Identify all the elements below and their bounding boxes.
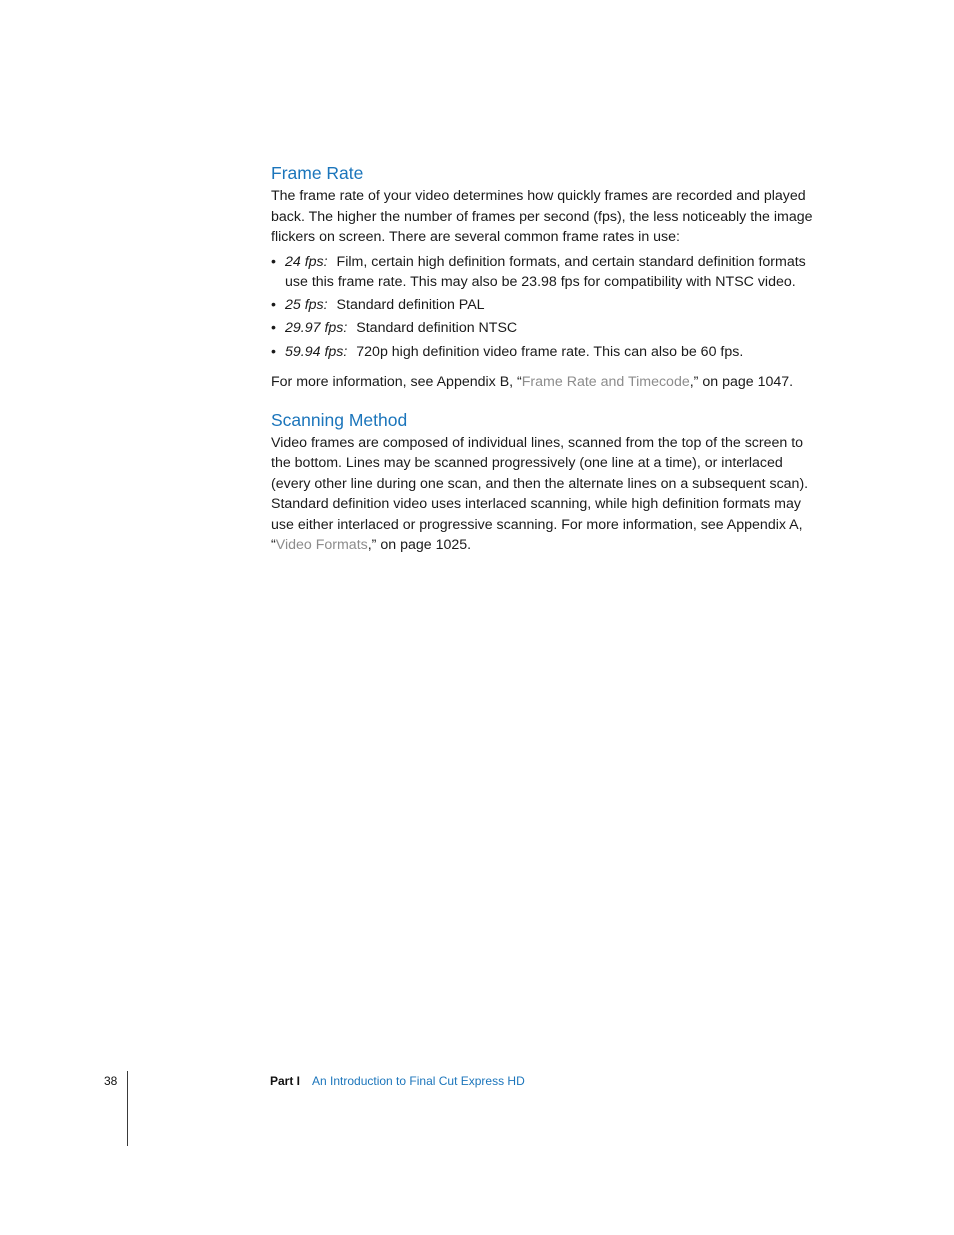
rate-term: 24 fps: [285,253,328,270]
bullet-icon: • [271,253,276,270]
bullet-icon: • [271,297,276,314]
scanning-method-paragraph [271,433,819,556]
footer-divider [127,1071,128,1146]
bullet-icon: • [271,343,276,360]
list-item [271,318,819,339]
rate-term: 25 fps: [285,297,328,314]
part-title: An Introduction to Final Cut Express HD [312,1074,525,1088]
scanning-method-page-ref: ,” on page 1025. [367,537,472,554]
more-info-page-ref: ,” on page 1047. [689,374,794,391]
list-item [271,295,819,316]
video-formats-link[interactable]: Video Formats [275,537,368,554]
more-info-text: For more information, see Appendix B, “ [271,374,522,391]
scanning-method-heading: Scanning Method [271,409,408,430]
frame-rate-intro: The frame rate of your video determines how quickly frames are recorded and played back. The higher the number of frames per second (fps), the less noticeably the image flickers on screen. There are several common frame rates in use: [271,188,813,245]
list-item [271,342,819,363]
bullet-icon: • [271,320,276,337]
rate-term: 59.94 fps: [285,343,348,360]
rate-description: Standard definition PAL [336,297,485,314]
list-item [271,252,819,293]
rate-description: 720p high definition video frame rate. This can also be 60 fps. [356,343,744,360]
scanning-method-text: Video frames are composed of individual lines, scanned from the top of the screen to the bottom. Lines may be scanned progressively (one line at a time), or interlaced (every other line during one scan, and then the alternate lines on a subsequent scan). Standard definition video uses interlaced scanning, while high definition formats may use either interlaced or progressive scanning. For more information, see Appendix A, “ [271,434,809,554]
frame-rate-heading: Frame Rate [271,163,364,183]
rate-description: Film, certain high definition formats, and certain standard definition formats use this frame rate. This may also be 23.98 fps for compatibility with NTSC video. [285,253,806,290]
part-label: Part I [270,1074,301,1088]
rate-description: Standard definition NTSC [356,320,518,337]
rate-term: 29.97 fps: [285,320,348,337]
more-info-paragraph [271,372,819,393]
page-content [271,160,819,556]
frame-rate-timecode-link[interactable]: Frame Rate and Timecode [521,374,690,391]
page-number: 38 [104,1074,118,1088]
frame-rate-list [271,252,819,363]
